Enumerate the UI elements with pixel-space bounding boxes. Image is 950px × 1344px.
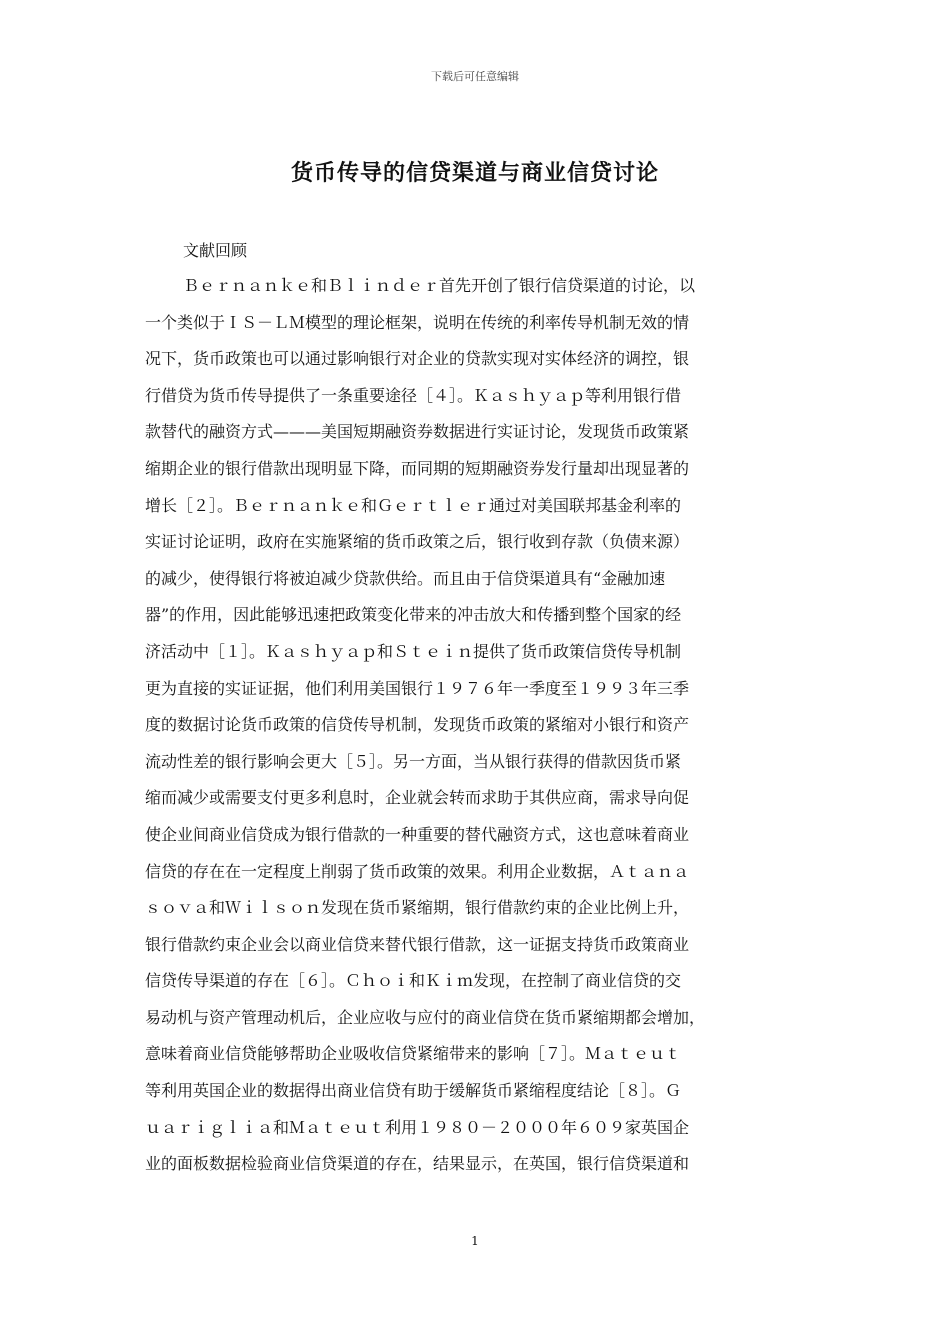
body-line: 行借贷为货币传导提供了一条重要途径［４］。Ｋａｓｈｙａｐ等利用银行借 <box>145 385 682 405</box>
page-number: 1 <box>471 1234 479 1248</box>
body-line: 意味着商业信贷能够帮助企业吸收信贷紧缩带来的影响［７］。Ｍａｔｅｕｔ <box>145 1044 682 1064</box>
body-line: 实证讨论证明，政府在实施紧缩的货币政策之后，银行收到存款（负债来源） <box>145 532 690 552</box>
body-line: 增长［２］。Ｂｅｒｎａｎｋｅ和Ｇｅｒｔｌｅｒ通过对美国联邦基金利率的 <box>145 495 682 515</box>
body-line: 信贷的存在在一定程度上削弱了货币政策的效果。利用企业数据，Ａｔａｎａ <box>145 861 690 881</box>
body-line: 缩而减少或需要支付更多利息时，企业就会转而求助于其供应商，需求导向促 <box>145 788 690 808</box>
body-line: 济活动中［１］。Ｋａｓｈｙａｐ和Ｓｔｅｉｎ提供了货币政策信贷传导机制 <box>145 641 682 661</box>
body-line: 业的面板数据检验商业信贷渠道的存在，结果显示，在英国，银行信贷渠道和 <box>145 1154 690 1174</box>
body-line: 流动性差的银行影响会更大［５］。另一方面，当从银行获得的借款因货币紧 <box>145 751 682 771</box>
body-line: ｕａｒｉｇｌｉａ和Ｍａｔｅｕｔ利用１９８０－２０００年６０９家英国企 <box>145 1117 690 1137</box>
body-line: 等利用英国企业的数据得出商业信贷有助于缓解货币紧缩程度结论［８］。Ｇ <box>145 1081 682 1101</box>
body-line: Ｂｅｒｎａｎｋｅ和Ｂｌｉｎｄｅｒ首先开创了银行信贷渠道的讨论，以 <box>183 276 696 295</box>
body-line: 使企业间商业信贷成为银行借款的一种重要的替代融资方式，这也意味着商业 <box>145 824 690 844</box>
body-line: 信贷传导渠道的存在［６］。Ｃｈｏｉ和Ｋｉｍ发现，在控制了商业信贷的交 <box>145 971 682 991</box>
section-heading: 文献回顾 <box>183 241 248 260</box>
body-line: 款替代的融资方式———美国短期融资券数据进行实证讨论，发现货币政策紧 <box>145 422 690 442</box>
body-line: 的减少，使得银行将被迫减少贷款供给。而且由于信贷渠道具有“金融加速 <box>145 568 666 588</box>
body-line: 一个类似于ＩＳ－ＬＭ模型的理论框架，说明在传统的利率传导机制无效的情 <box>145 312 690 332</box>
body-line: 度的数据讨论货币政策的信贷传导机制，发现货币政策的紧缩对小银行和资产 <box>145 715 690 735</box>
body-line: 况下，货币政策也可以通过影响银行对企业的贷款实现对实体经济的调控，银 <box>145 349 690 369</box>
body-line: 器”的作用，因此能够迅速把政策变化带来的冲击放大和传播到整个国家的经 <box>145 605 682 625</box>
page-header-note: 下载后可任意编辑 <box>431 70 519 83</box>
body-paragraph <box>145 268 805 1183</box>
body-line: 易动机与资产管理动机后，企业应收与应付的商业信贷在货币紧缩期都会增加， <box>145 1007 706 1027</box>
body-line: ｓｏｖａ和Ｗｉｌｓｏｎ发现在货币紧缩期，银行借款约束的企业比例上升， <box>145 898 690 918</box>
body-line: 银行借款约束企业会以商业信贷来替代银行借款，这一证据支持货币政策商业 <box>145 934 690 954</box>
body-line: 更为直接的实证证据，他们利用美国银行１９７６年一季度至１９９３年三季 <box>145 678 690 698</box>
body-line: 缩期企业的银行借款出现明显下降，而同期的短期融资券发行量却出现显著的 <box>145 458 690 478</box>
document-title: 货币传导的信贷渠道与商业信贷讨论 <box>290 160 659 186</box>
